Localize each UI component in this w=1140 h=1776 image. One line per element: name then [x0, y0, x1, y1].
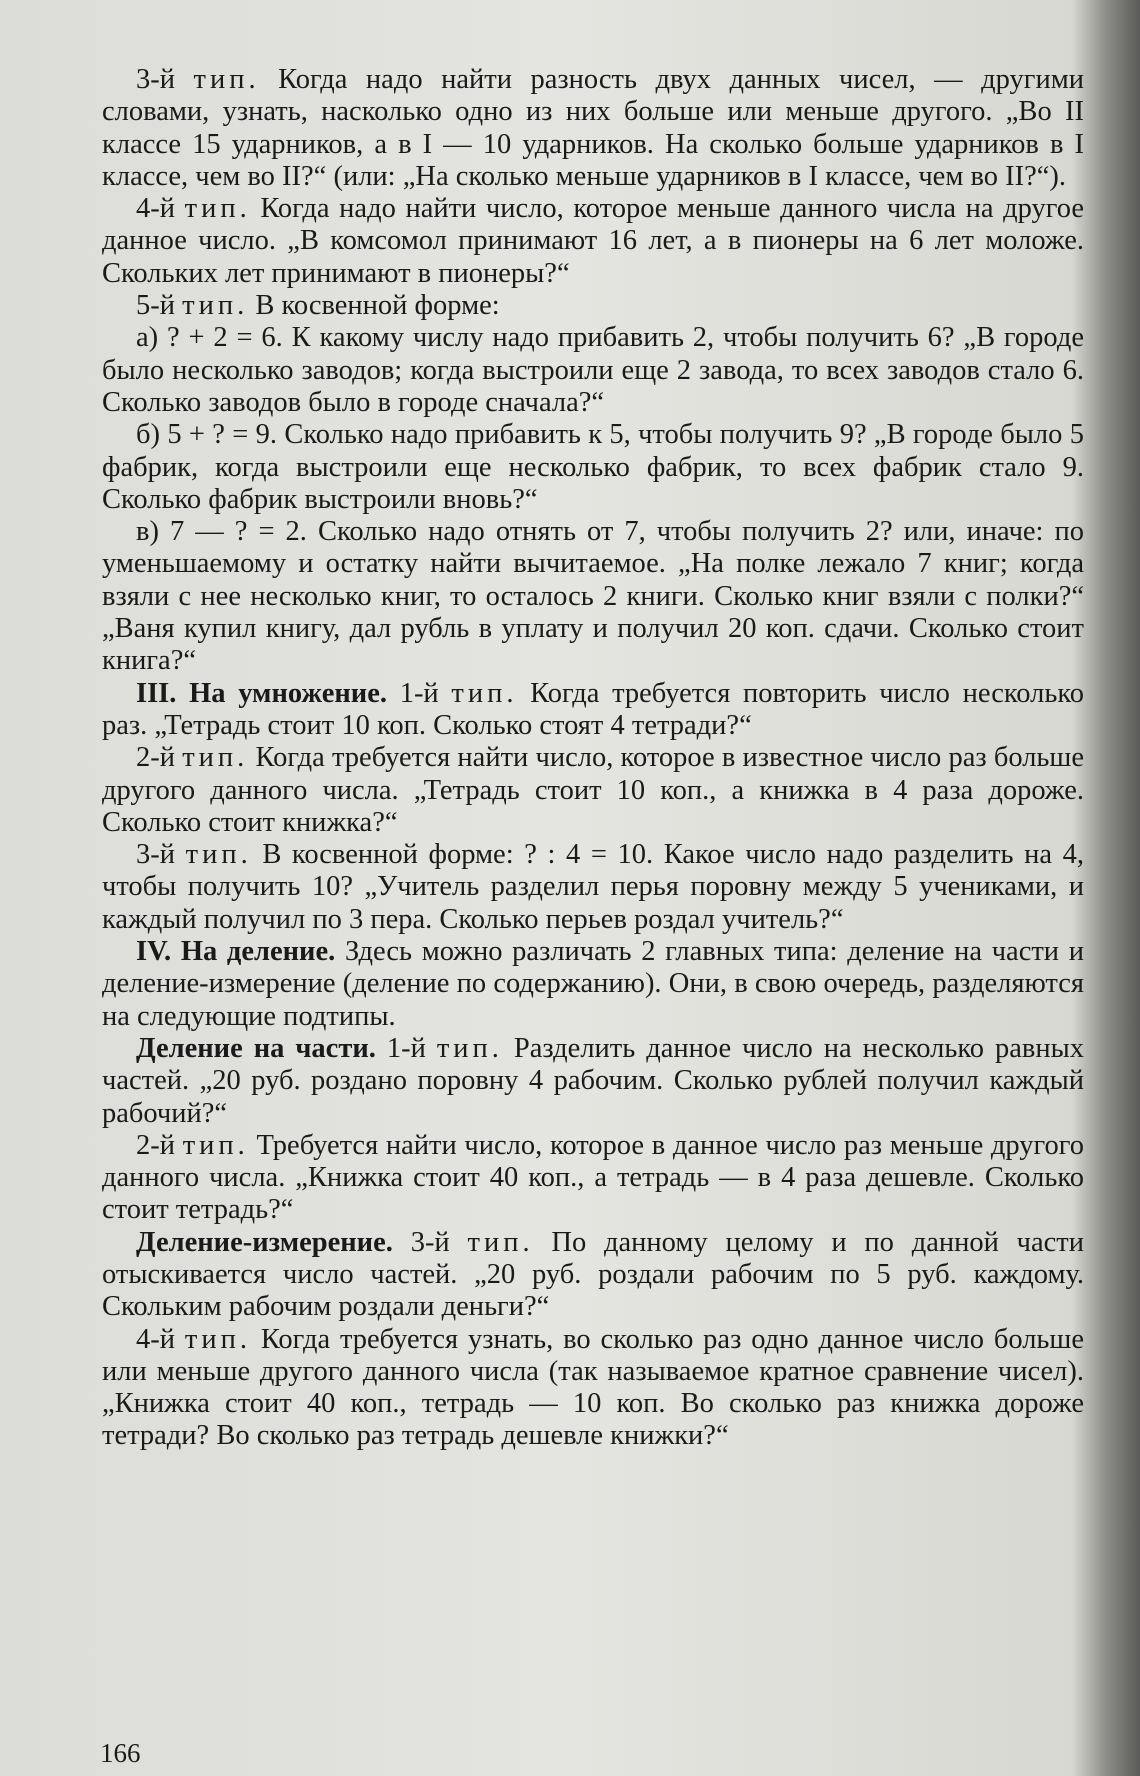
paragraph-subtraction-type-4	[102, 193, 1084, 290]
type-word: тип.	[182, 742, 249, 774]
paragraph-subtraction-type-3	[102, 64, 1084, 193]
section-heading: III. На умножение.	[136, 677, 387, 709]
type-word: тип.	[436, 1032, 503, 1064]
paragraph-text: Когда надо найти разность двух данных чисел, — другими словами, узнать, насколько одно из них больше или меньше другого. „Во II классе 15 ударников, а в I — 10 ударников. На сколько больше ударников в I классе, чем во II?“ (или: „На сколько меньше ударников в I классе, чем во II?“).	[102, 64, 1085, 192]
paragraph-case-b	[102, 419, 1084, 516]
paragraph-division-type-4	[102, 1324, 1084, 1453]
paragraph-text: Разделить данное число на несколько равных частей. „20 руб. роздано поровну 4 рабочим. Сколько рублей получил каждый рабочий?“	[102, 1032, 1085, 1129]
type-number: 3-й	[136, 64, 175, 95]
paragraph-multiplication-type-1	[102, 678, 1084, 743]
type-number: 3-й	[136, 839, 175, 871]
type-word: тип.	[185, 839, 252, 871]
paragraph-division-type-1	[102, 1033, 1084, 1130]
paragraph-text: По данному целому и по данной части отыскивается число частей. „20 руб. роздали рабочим по 5 руб. каждому. Скольким рабочим роздали деньги?“	[102, 1226, 1084, 1323]
paragraph-division-intro	[102, 936, 1084, 1033]
paragraph-text: в) 7 — ? = 2. Сколько надо отнять от 7, чтобы получить 2? или, иначе: по уменьшаемому и остатку найти вычитаемое. „На полке лежало 7 книг; когда взяли с нее несколько книг, то осталось 2 книги. Сколько книг взяли с полки?“ „Ваня купил книгу, дал рубль в уплату и получил 20 коп. сдачи. Сколько стоит книга?“	[102, 516, 1084, 677]
section-heading: Деление-измерение.	[136, 1226, 393, 1258]
type-number: 1-й	[399, 677, 439, 709]
paragraph-text: Требуется найти число, которое в данное число раз меньше другого данного числа. „Книжка стоит 40 коп., а тетрадь — в 4 раза дешевле. Сколько стоит тетрадь?“	[102, 1129, 1084, 1226]
page-number: 166	[100, 1738, 141, 1768]
paragraph-text: Когда требуется узнать, во сколько раз одно данное число больше или меньше другого данного числа (так называемое кратное сравнение чисел). „Книжка стоит 40 коп., тетрадь — 10 коп. Во сколько раз книжка дороже тетради? Во сколько раз тетрадь дешевле книжки?“	[102, 1323, 1085, 1452]
paragraph-text: Здесь можно различать 2 главных типа: деление на части и деление-измерение (деление по содержанию). Они, в свою очередь, разделяются на следующие подтипы.	[102, 936, 1085, 1032]
section-heading: IV. На деление.	[136, 936, 336, 968]
paragraph-text: Когда надо найти число, которое меньше данного числа на другое данное число. „В комсомол принимают 16 лет, а в пионеры на 6 лет моложе. Скольких лет принимают в пионеры?“	[102, 193, 1085, 289]
type-word: тип.	[193, 64, 260, 95]
type-number: 2-й	[136, 1129, 175, 1161]
section-heading: Деление на части.	[136, 1032, 376, 1064]
paragraph-case-v	[102, 516, 1084, 677]
type-word: тип.	[182, 290, 249, 322]
paragraph-subtraction-type-5	[102, 290, 1084, 322]
type-number: 2-й	[136, 742, 175, 774]
paragraph-division-type-2	[102, 1130, 1084, 1227]
paragraph-multiplication-type-3	[102, 839, 1084, 936]
type-number: 4-й	[136, 193, 175, 225]
type-number: 1-й	[386, 1032, 426, 1064]
paragraph-case-a	[102, 322, 1084, 419]
type-number: 5-й	[136, 290, 175, 322]
paragraph-multiplication-type-2	[102, 742, 1084, 839]
type-word: тип.	[182, 1129, 249, 1161]
paragraph-division-type-3	[102, 1227, 1084, 1324]
paragraph-text: В косвенной форме:	[255, 290, 500, 322]
paragraph-text: Когда требуется повторить число несколько раз. „Тетрадь стоит 10 коп. Сколько стоят 4 тетради?“	[102, 677, 1085, 741]
page-text	[102, 64, 1084, 1453]
paragraph-text: б) 5 + ? = 9. Сколько надо прибавить к 5, чтобы получить 9? „В городе было 5 фабрик, когда выстроили еще несколько фабрик, то всех фабрик стало 9. Сколько фабрик выстроили вновь?“	[102, 419, 1084, 515]
type-word: тип.	[467, 1226, 534, 1258]
type-number: 4-й	[136, 1323, 175, 1355]
type-number: 3-й	[410, 1226, 450, 1258]
type-word: тип.	[184, 193, 251, 225]
type-word: тип.	[451, 677, 518, 709]
paragraph-text: Когда требуется найти число, которое в известное число раз больше другого данного числа. „Тетрадь стоит 10 коп., а книжка в 4 раза дороже. Сколько стоит книжка?“	[102, 742, 1085, 838]
paragraph-text: В косвенной форме: ? : 4 = 10. Какое число надо разделить на 4, чтобы получить 10? „Учитель разделил перья поровну между 5 учениками, и каждый получил по 3 пера. Сколько перьев роздал учитель?“	[102, 839, 1085, 935]
type-word: тип.	[184, 1323, 251, 1355]
paragraph-text: а) ? + 2 = 6. К какому числу надо прибавить 2, чтобы получить 6? „В городе было несколько заводов; когда выстроили еще 2 завода, то всех заводов стало 6. Сколько заводов было в городе сначала?“	[102, 322, 1084, 418]
